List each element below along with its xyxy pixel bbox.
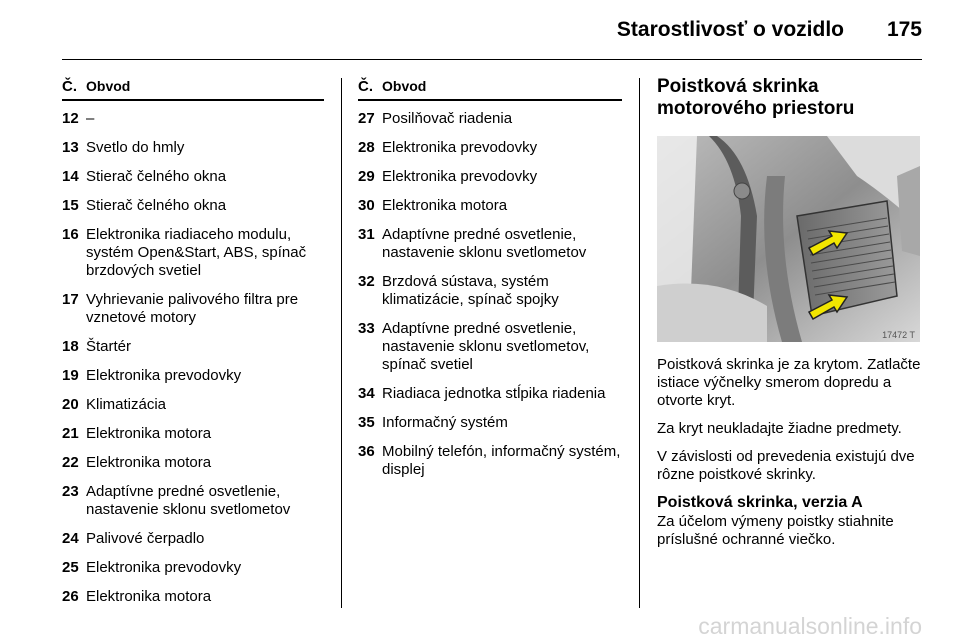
fuse-number: 26 <box>62 588 79 605</box>
fuse-circuit: Elektronika motora <box>86 454 212 471</box>
fuse-circuit: Elektronika prevodovky <box>382 168 538 185</box>
fuse-number: 12 <box>62 110 79 127</box>
table-row <box>358 197 622 215</box>
paragraph: Za kryt neukladajte žiadne predmety. <box>657 420 902 437</box>
fuse-table-right <box>358 78 622 490</box>
fuse-circuit: Mobilný telefón, informačný systém, displej <box>382 443 621 478</box>
fuse-number: 19 <box>62 367 79 384</box>
watermark: carmanualsonline.info <box>698 613 922 639</box>
fuse-circuit: Elektronika prevodovky <box>86 367 242 384</box>
table-row <box>62 139 324 157</box>
fuse-circuit: Informačný systém <box>382 414 508 431</box>
fuse-circuit: Elektronika prevodovky <box>86 559 242 576</box>
fuse-number: 27 <box>358 110 375 127</box>
table-row <box>358 226 622 262</box>
fuse-number: 25 <box>62 559 79 576</box>
column-header-circuit: Obvod <box>382 78 427 94</box>
fuse-circuit: Riadiaca jednotka stĺpika riadenia <box>382 385 606 402</box>
fuse-table-left <box>62 78 324 617</box>
paragraph: V závislosti od prevedenia existujú dve rôzne poistkové skrinky. <box>657 448 915 483</box>
column-header-number: Č. <box>62 78 77 95</box>
fuse-circuit: – <box>86 110 95 127</box>
column-divider <box>639 78 640 608</box>
fuse-number: 35 <box>358 414 375 431</box>
subheading: Poistková skrinka, verzia A <box>657 494 863 511</box>
fuse-circuit: Klimatizácia <box>86 396 167 413</box>
paragraph: Poistková skrinka je za krytom. Zatlačte istiace výčnelky smerom dopredu a otvorte kryt. <box>657 356 921 409</box>
table-row <box>62 588 324 606</box>
table-header <box>358 78 622 101</box>
table-row <box>358 139 622 157</box>
table-row <box>358 414 622 432</box>
section-fuse-box <box>657 78 922 549</box>
table-header <box>62 78 324 101</box>
fuse-rows <box>62 110 324 606</box>
fuse-number: 33 <box>358 320 375 337</box>
column-header-number: Č. <box>358 78 373 95</box>
fuse-number: 36 <box>358 443 375 460</box>
table-row <box>62 226 324 280</box>
fuse-number: 15 <box>62 197 79 214</box>
fuse-number: 32 <box>358 273 375 290</box>
table-row <box>62 197 324 215</box>
table-row <box>358 168 622 186</box>
fuse-number: 20 <box>62 396 79 413</box>
table-row <box>358 273 622 309</box>
table-row <box>62 483 324 519</box>
table-row <box>62 338 324 356</box>
fuse-number: 30 <box>358 197 375 214</box>
fuse-circuit: Elektronika motora <box>86 588 212 605</box>
fuse-circuit: Štartér <box>86 338 132 355</box>
page-number: 175 <box>886 18 922 41</box>
fuse-circuit: Adaptívne predné osvetlenie, nastavenie sklonu svetlometov <box>382 226 587 261</box>
column-header-circuit: Obvod <box>86 78 131 94</box>
column-divider <box>341 78 342 608</box>
fuse-circuit: Brzdová sústava, systém klimatizácie, spínač spojky <box>382 273 559 308</box>
fuse-box-illustration <box>657 136 920 342</box>
table-row <box>62 367 324 385</box>
table-row <box>62 396 324 414</box>
table-row <box>62 291 324 327</box>
table-row <box>358 443 622 479</box>
fuse-number: 24 <box>62 530 79 547</box>
engine-bay-drawing <box>657 136 920 342</box>
fuse-number: 31 <box>358 226 375 243</box>
table-row <box>62 454 324 472</box>
fuse-circuit: Adaptívne predné osvetlenie, nastavenie sklonu svetlometov, spínač svetiel <box>382 320 590 373</box>
table-row <box>358 385 622 403</box>
fuse-circuit: Adaptívne predné osvetlenie, nastavenie sklonu svetlometov <box>86 483 291 518</box>
section-title: Poistková skrinka motorového priestoru <box>657 76 855 119</box>
fuse-number: 22 <box>62 454 79 471</box>
page-title: Starostlivosť o vozidlo <box>616 18 844 41</box>
fuse-number: 18 <box>62 338 79 355</box>
fuse-number: 16 <box>62 226 79 243</box>
table-row <box>358 320 622 374</box>
header-rule <box>62 59 922 60</box>
fuse-circuit: Svetlo do hmly <box>86 139 185 156</box>
fuse-circuit: Stierač čelného okna <box>86 168 227 185</box>
fuse-rows <box>358 110 622 479</box>
fuse-number: 29 <box>358 168 375 185</box>
fuse-number: 34 <box>358 385 375 402</box>
fuse-circuit: Elektronika motora <box>86 425 212 442</box>
image-code: 17472 T <box>882 330 915 340</box>
table-row <box>62 168 324 186</box>
fuse-circuit: Stierač čelného okna <box>86 197 227 214</box>
fuse-circuit: Elektronika motora <box>382 197 508 214</box>
fuse-circuit: Posilňovač riadenia <box>382 110 513 127</box>
fuse-circuit: Vyhrievanie palivového filtra pre vznetové motory <box>86 291 299 326</box>
table-row <box>62 425 324 443</box>
fuse-number: 13 <box>62 139 79 156</box>
fuse-circuit: Palivové čerpadlo <box>86 530 205 547</box>
table-row <box>358 110 622 128</box>
fuse-circuit: Elektronika prevodovky <box>382 139 538 156</box>
table-row <box>62 530 324 548</box>
fuse-number: 14 <box>62 168 79 185</box>
fuse-number: 21 <box>62 425 79 442</box>
paragraph: Za účelom výmeny poistky stiahnite príslušné ochranné viečko. <box>657 513 894 548</box>
table-row <box>62 110 324 128</box>
fuse-circuit: Elektronika riadiaceho modulu, systém Open&Start, ABS, spínač brzdových svetiel <box>86 226 307 279</box>
fuse-number: 28 <box>358 139 375 156</box>
fuse-number: 23 <box>62 483 79 500</box>
table-row <box>62 559 324 577</box>
fuse-number: 17 <box>62 291 79 308</box>
